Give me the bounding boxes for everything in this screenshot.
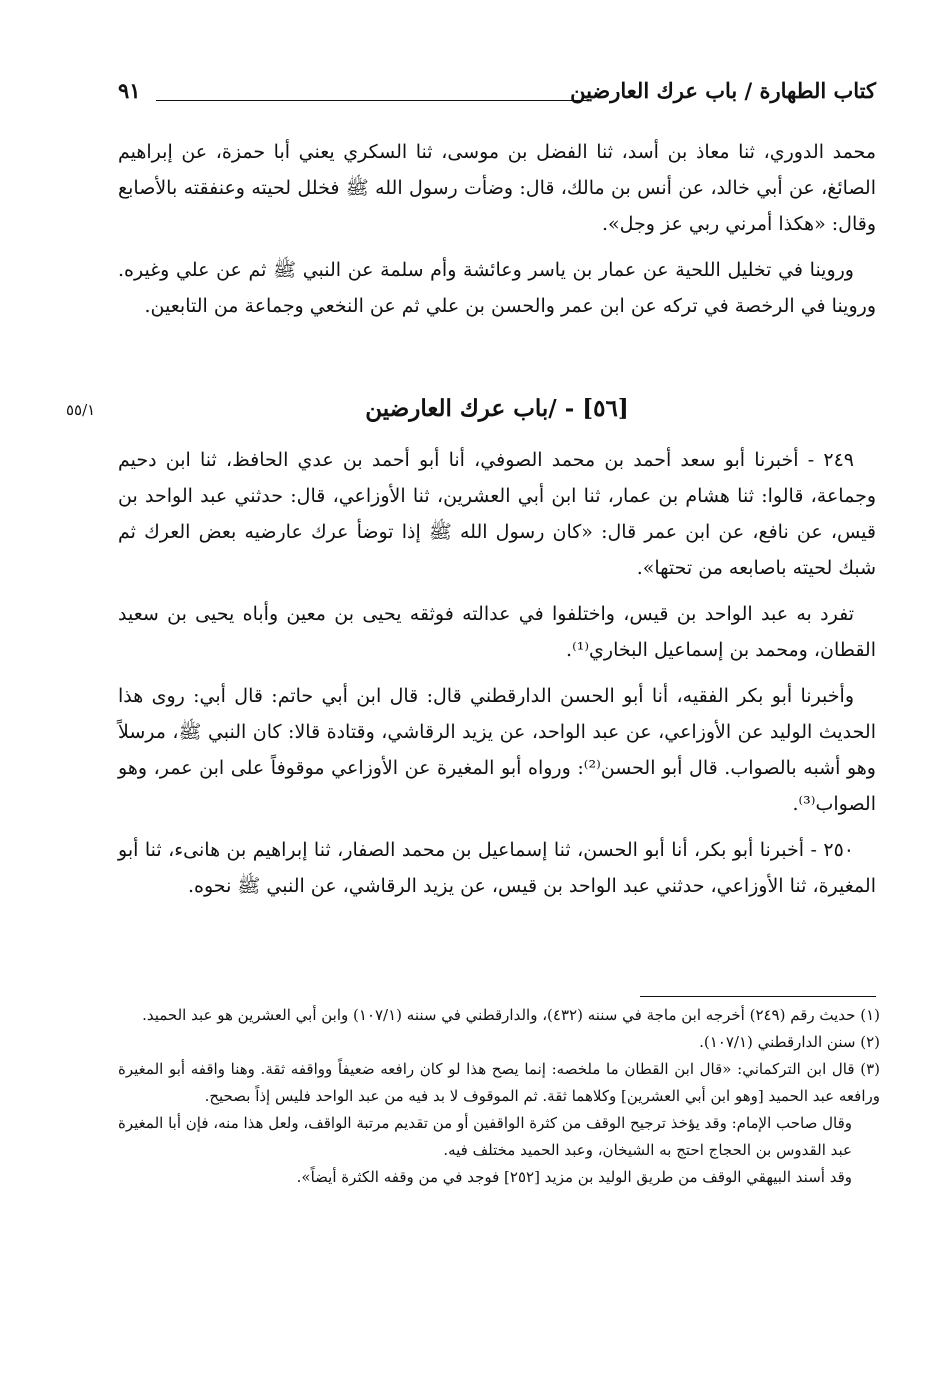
running-header bbox=[118, 78, 876, 114]
footnote-3-continuation-2: وقد أسند البيهقي الوقف من طريق الوليد بن مزيد [٢٥٢] فوجد في من وقفه الكثرة أيضاً». bbox=[296, 1168, 852, 1186]
footnote-1: (١) حديث رقم (٢٤٩) أخرجه ابن ماجة في سننه (٤٣٢)، والدارقطني في سننه (١٠٧/١) وابن أبي العشرين هو عبد الحميد. bbox=[142, 1006, 880, 1024]
header-rule bbox=[156, 100, 588, 101]
footnote-3-continuation-1: وقال صاحب الإمام: وقد يؤخذ ترجيح الوقف من كثرة الواقفين أو من تقديم مرتبة الواقف، ولعل هذا منه، فإن أبا المغيرة عبد القدوس بن الحجاج احتج به الشيخان، وعبد الحميد مختلف فيه. bbox=[118, 1114, 852, 1159]
chapter-heading: [٥٦] - /باب عرك العارضين bbox=[365, 395, 629, 422]
margin-reference: ٥٥/١ bbox=[66, 401, 96, 419]
footnote-rule bbox=[640, 996, 876, 997]
paragraph-abu-bakr: وأخبرنا أبو بكر الفقيه، أنا أبو الحسن الدارقطني قال: قال ابن أبي حاتم: قال أبي: روى هذا الحديث الوليد عن الأوزاعي، عن عبد الواحد، عن يزيد الرقاشي، وقتادة قالا: كان النبي ﷺ، مرسلاً وهو أشبه بالصواب. قال أبو الحسن⁽²⁾: ورواه أبو المغيرة عن الأوزاعي موقوفاً على ابن عمر، وهو الصواب⁽³⁾. bbox=[118, 685, 876, 815]
paragraph-1: محمد الدوري، ثنا معاذ بن أسد، ثنا الفضل بن موسى، ثنا السكري يعني أبا حمزة، عن إبراهيم الصائغ، عن أبي خالد، عن أنس بن مالك، قال: وضأت رسول الله ﷺ فخلل لحيته وعنفقته بالأصابع وقال: «هكذا أمرني ربي عز وجل». bbox=[118, 141, 876, 235]
header-title: كتاب الطهارة / باب عرك العارضين bbox=[570, 78, 876, 103]
body-block-bottom bbox=[118, 442, 876, 904]
footnote-2: (٢) سنن الدارقطني (١٠٧/١). bbox=[699, 1033, 880, 1051]
footnote-3: (٣) قال ابن التركماني: «قال ابن القطان ما ملخصه: إنما يصح هذا لو كان رافعه ضعيفاً وواقفه ثقة. وهنا واقفه أبو المغيرة ورافعه عبد الحميد [وهو ابن أبي العشرين] وكلاهما ثقة. ثم الموقوف لا بد فيه من عبد الواحد فليس إذاً بصحيح. bbox=[118, 1060, 880, 1105]
page-number: ٩١ bbox=[118, 78, 141, 103]
hadith-250: ٢٥٠ - أخبرنا أبو بكر، أنا أبو الحسن، ثنا إسماعيل بن محمد الصفار، ثنا إبراهيم بن هانىء، ثنا أبو المغيرة، ثنا الأوزاعي، حدثني عبد الواحد بن قيس، عن يزيد الرقاشي، عن النبي ﷺ نحوه. bbox=[118, 839, 876, 897]
paragraph-tafarrud: تفرد به عبد الواحد بن قيس، واختلفوا في عدالته فوثقه يحيى بن معين وأباه يحيى بن سعيد القطان، ومحمد بن إسماعيل البخاري⁽¹⁾. bbox=[118, 603, 876, 661]
footnotes bbox=[118, 1002, 880, 1191]
hadith-249: ٢٤٩ - أخبرنا أبو سعد أحمد بن محمد الصوفي، أنا أبو أحمد بن عدي الحافظ، ثنا ابن دحيم وجماعة، قالوا: ثنا هشام بن عمار، ثنا ابن أبي العشرين، ثنا الأوزاعي، قال: حدثني عبد الواحد بن قيس، عن نافع، عن ابن عمر قال: «كان رسول الله ﷺ إذا توضأ عرك عارضيه بعض العرك ثم شبك لحيته باصابعه من تحتها». bbox=[118, 449, 876, 579]
body-block-top bbox=[118, 134, 876, 324]
paragraph-2: وروينا في تخليل اللحية عن عمار بن ياسر وعائشة وأم سلمة عن النبي ﷺ ثم عن علي وغيره. وروينا في الرخصة في تركه عن ابن عمر والحسن بن علي ثم عن النخعي وجماعة من التابعين. bbox=[118, 259, 876, 317]
